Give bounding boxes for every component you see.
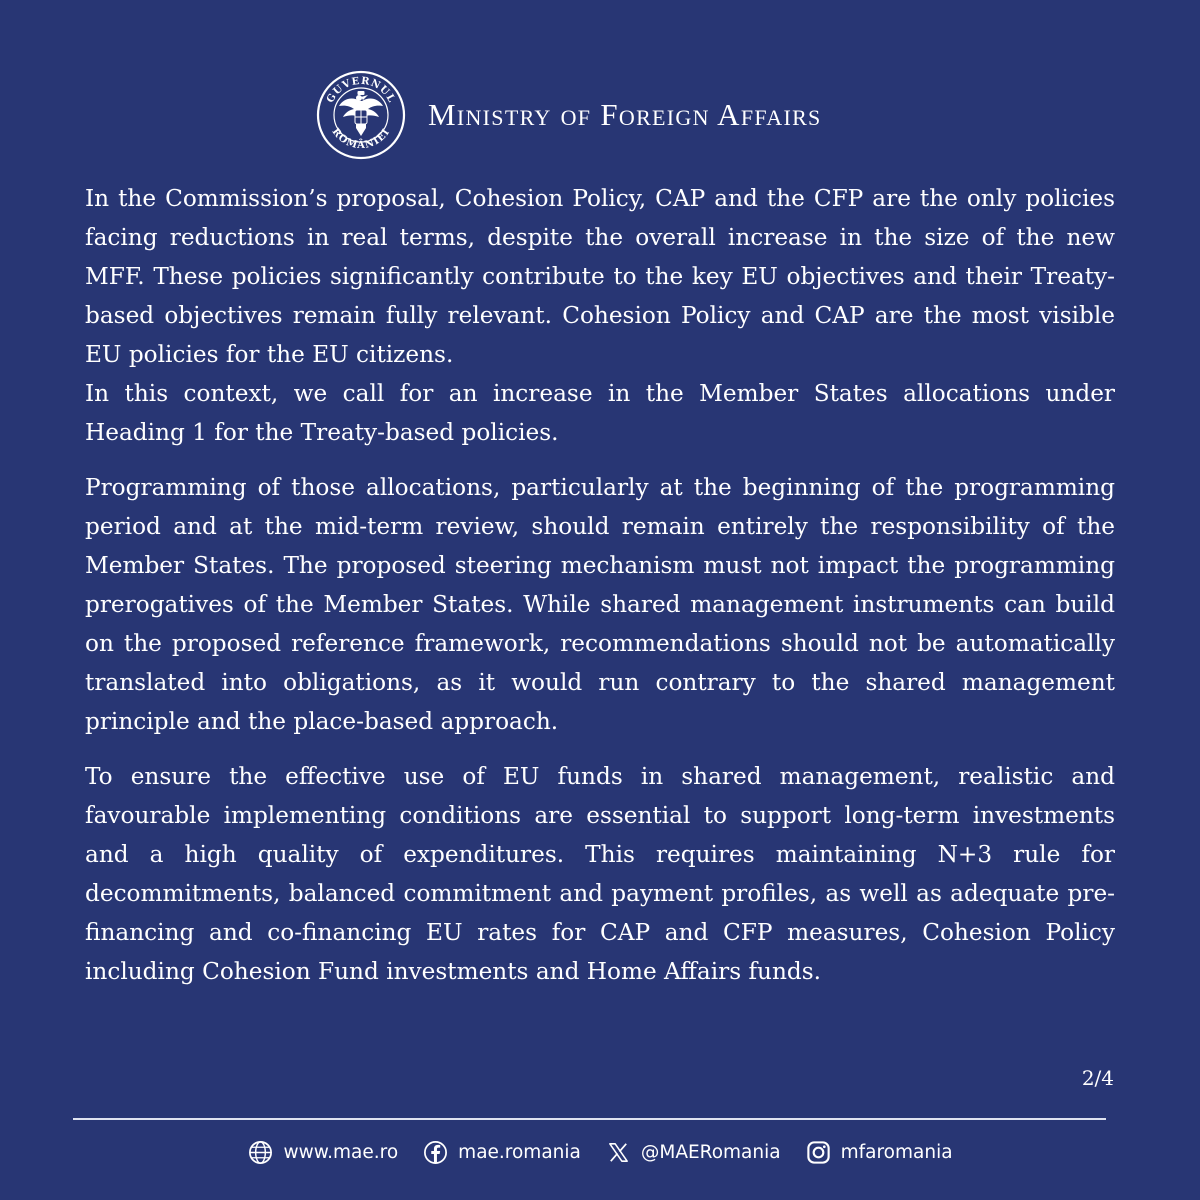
x-icon (605, 1139, 632, 1166)
x-label: @MAERomania (640, 1141, 781, 1163)
facebook-icon (422, 1139, 449, 1166)
footer-instagram-link[interactable] (805, 1139, 953, 1166)
paragraph-3: Programming of those allocations, particularly at the beginning of the programming period and at the mid-term review, should remain entirely the responsibility of the Member States. The proposed steering mechanism must not impact the programming prerogatives of the Member States. While shared management instruments can build on the proposed reference framework, recommendations should not be automatically translated into obligations, as it would run contrary to the shared management principle and the place-based approach. (85, 474, 1115, 735)
ministry-title: Ministry of Foreign Affairs (428, 97, 822, 132)
footer-facebook-link[interactable] (422, 1139, 581, 1166)
paragraph-1: In the Commission’s proposal, Cohesion Policy, CAP and the CFP are the only policies facing reductions in real terms, despite the overall increase in the size of the new MFF. These policies significantly contribute to the key EU objectives and their Treaty-based objectives remain fully relevant. Cohesion Policy and CAP are the most visible EU policies for the EU citizens. (85, 185, 1115, 368)
header (316, 70, 822, 160)
instagram-label: mfaromania (840, 1141, 953, 1163)
paragraph-4: To ensure the effective use of EU funds in shared management, realistic and favourable implementing conditions are essential to support long-term investments and a high quality of expenditures. This requires maintaining N+3 rule for decommitments, balanced commitment and payment profiles, as well as adequate pre-financing and co-financing EU rates for CAP and CFP measures, Cohesion Policy including Cohesion Fund investments and Home Affairs funds. (85, 763, 1115, 985)
footer-website-link[interactable] (247, 1139, 398, 1166)
footer-links (0, 1134, 1200, 1170)
globe-icon (247, 1139, 274, 1166)
facebook-label: mae.romania (458, 1141, 581, 1163)
footer-x-link[interactable] (605, 1139, 781, 1166)
website-label: www.mae.ro (283, 1141, 399, 1163)
seal-text-bottom: ROMÂNIEI (329, 126, 393, 152)
guvernul-romaniei-seal-icon (316, 70, 406, 160)
paragraph-2: In this context, we call for an increase in the Member States allocations under Heading 1 for the Treaty-based policies. (85, 380, 1115, 446)
footer-divider (73, 1118, 1106, 1120)
seal-text-top: GUVERNUL (324, 75, 398, 105)
eagle-emblem (339, 91, 383, 136)
page-number: 2/4 (1081, 1066, 1114, 1090)
instagram-icon (805, 1139, 832, 1166)
statement-body (85, 179, 1115, 991)
